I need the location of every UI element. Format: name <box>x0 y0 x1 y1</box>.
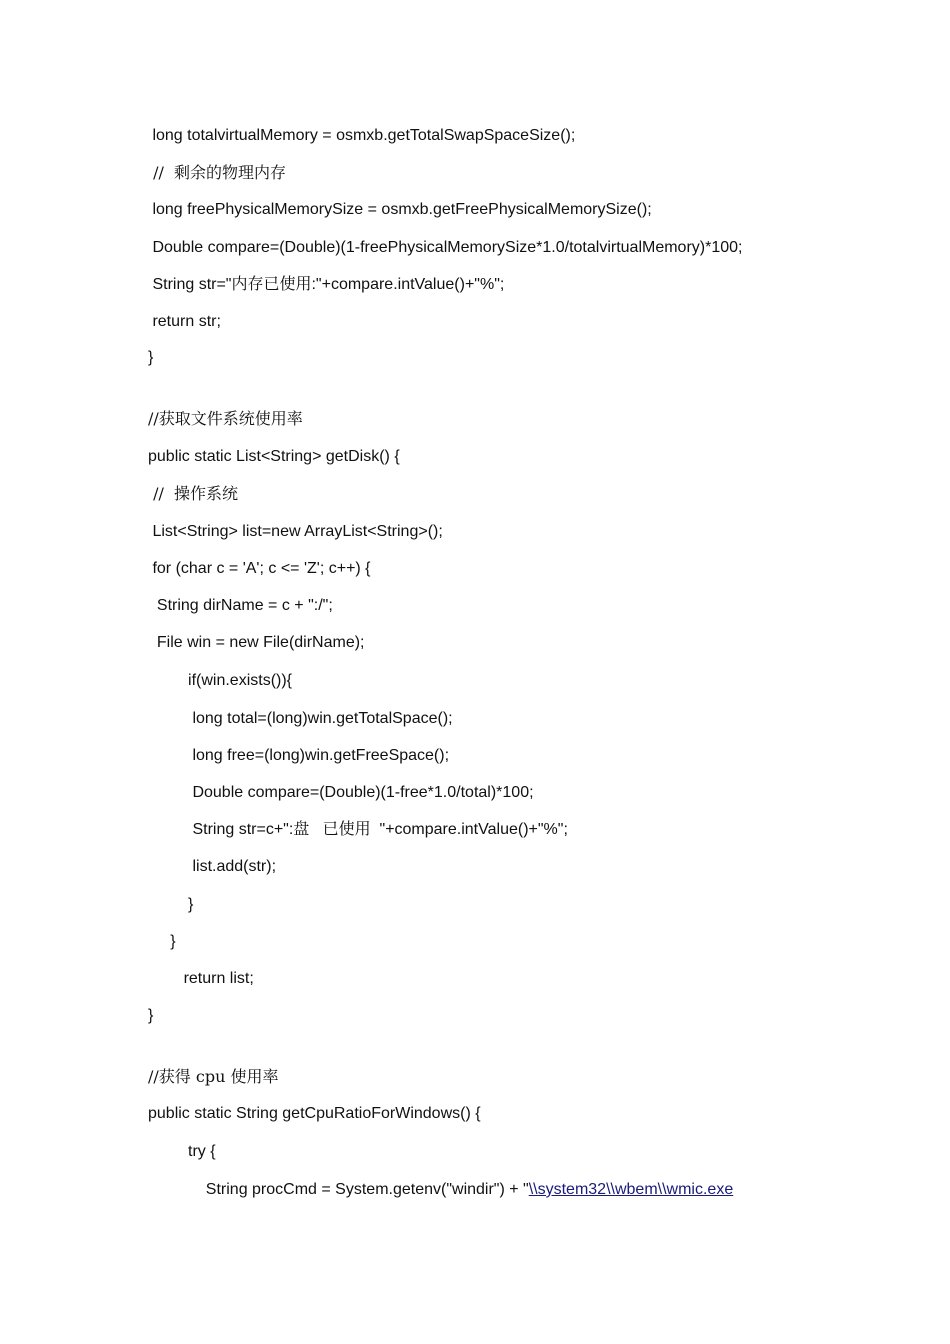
code-line-with-link <box>148 1180 733 1200</box>
code-line: long freePhysicalMemorySize = osmxb.getFreePhysicalMemorySize(); <box>148 201 652 218</box>
code-line: List<String> list=new ArrayList<String>(); <box>148 523 443 540</box>
code-line: if(win.exists()){ <box>148 672 293 689</box>
code-comment: // 剩余的物理内存 <box>148 163 287 182</box>
code-comment: // 操作系统 <box>148 484 239 503</box>
code-line-prefix: String procCmd = System.getenv("windir") + " <box>148 1181 529 1198</box>
code-line: public static String getCpuRatioForWindows() { <box>148 1105 481 1122</box>
code-comment: //获取文件系统使用率 <box>148 409 303 428</box>
code-line: } <box>148 349 154 366</box>
code-comment: //获得 cpu 使用率 <box>148 1067 279 1086</box>
code-line: return list; <box>148 970 254 987</box>
code-line: } <box>148 896 194 913</box>
code-line: long totalvirtualMemory = osmxb.getTotalSwapSpaceSize(); <box>148 127 576 144</box>
code-line: for (char c = 'A'; c <= 'Z'; c++) { <box>148 560 371 577</box>
code-line: } <box>148 933 176 950</box>
code-line: String str="内存已使用:"+compare.intValue()+"%"; <box>148 276 505 293</box>
code-line: public static List<String> getDisk() { <box>148 448 400 465</box>
code-line: return str; <box>148 313 221 330</box>
code-line: Double compare=(Double)(1-freePhysicalMemorySize*1.0/totalvirtualMemory)*100; <box>148 239 743 256</box>
code-line: try { <box>148 1143 216 1160</box>
code-line: list.add(str); <box>148 858 277 875</box>
wmic-path-link[interactable]: \\system32\\wbem\\wmic.exe <box>528 1181 734 1198</box>
code-line: Double compare=(Double)(1-free*1.0/total)*100; <box>148 784 534 801</box>
code-line: File win = new File(dirName); <box>148 634 365 651</box>
code-line: long free=(long)win.getFreeSpace(); <box>148 747 450 764</box>
code-line: String dirName = c + ":/"; <box>148 597 333 614</box>
code-line: } <box>148 1007 154 1024</box>
code-line: String str=c+":盘 已使用 "+compare.intValue()+"%"; <box>148 821 568 838</box>
code-line: long total=(long)win.getTotalSpace(); <box>148 710 453 727</box>
